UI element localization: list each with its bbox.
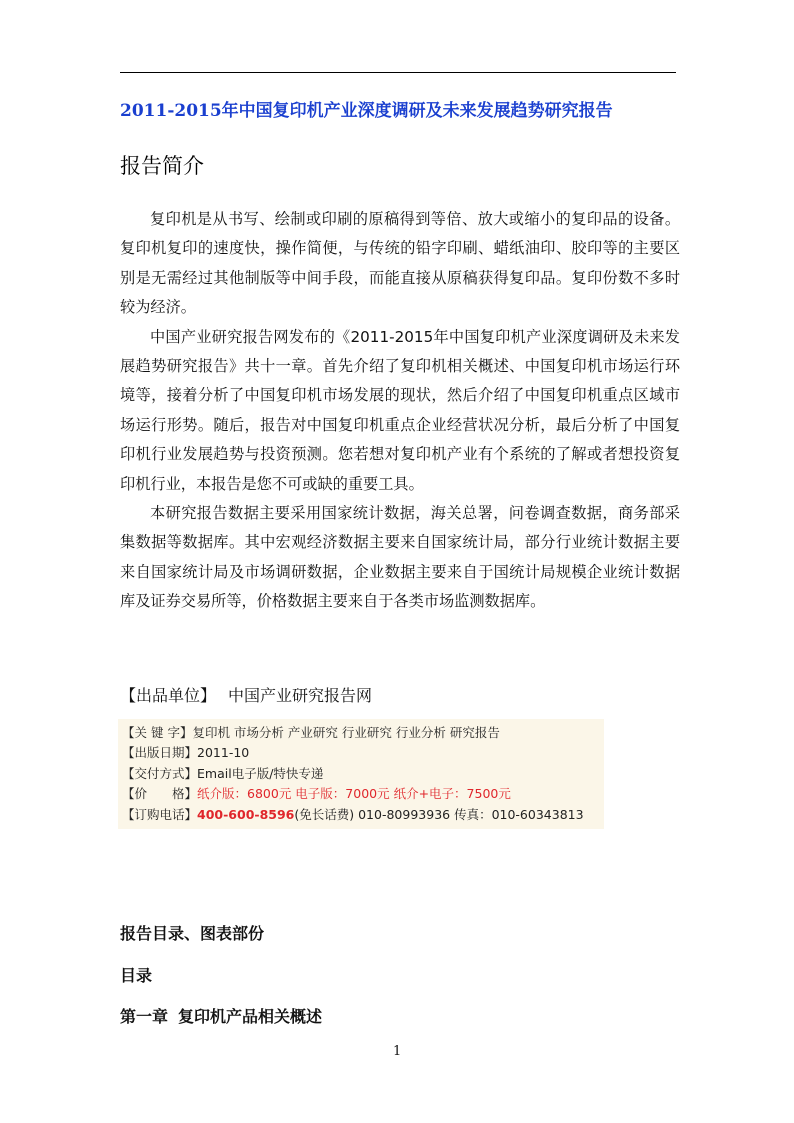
publisher-name: 中国产业研究报告网: [228, 686, 373, 705]
publisher-label: 【出品单位】: [120, 686, 217, 705]
intro-paragraph-2: 中国产业研究报告网发布的《2011-2015年中国复印机产业深度调研及未来发展趋势研究报告》共十一章。首先介绍了复印机相关概述、中国复印机市场运行环境等，接着分析了中国复印机市场发展的现状，然后介绍了中国复印机重点区域市场运行形势。随后，报告对中国复印机重点企业经营状况分析，最后分析了中国复印机行业发展趋势与投资预测。您若想对复印机产业有个系统的了解或者想投资复印机行业，本报告是您不可或缺的重要工具。: [120, 327, 680, 493]
keywords-value: 复印机 市场分析 产业研究 行业研究 行业分析 研究报告: [192, 725, 500, 740]
header-rule: [120, 72, 676, 73]
delivery-label: 【交付方式】: [122, 765, 198, 781]
date-value: 2011-10: [197, 745, 250, 761]
phone-label: 【订购电话】: [122, 806, 198, 822]
contents-heading: 目录: [120, 966, 153, 985]
phone-rest: (免长话费) 010-80993936 传真：010-60343813: [294, 806, 584, 822]
delivery-row: [122, 764, 600, 784]
report-title: 2011-2015年中国复印机产业深度调研及未来发展趋势研究报告: [120, 101, 613, 121]
date-row: [122, 743, 600, 763]
chapter-1-heading: [120, 1004, 322, 1027]
toc-heading: 报告目录、图表部份: [120, 924, 265, 943]
price-row: [122, 784, 600, 804]
page-number: 1: [393, 1044, 402, 1059]
delivery-value: Email电子版/特快专递: [197, 765, 324, 781]
intro-body: [120, 205, 680, 617]
keywords-label: 【关 键 字】: [122, 725, 193, 740]
phone-row: [122, 805, 600, 825]
intro-paragraph-1: 复印机是从书写、绘制或印刷的原稿得到等倍、放大或缩小的复印品的设备。复印机复印的速度快，操作简便，与传统的铅字印刷、蜡纸油印、胶印等的主要区别是无需经过其他制版等中间手段，而能直接从原稿获得复印品。复印份数不多时较为经济。: [120, 210, 680, 317]
publisher-line: [120, 683, 372, 706]
price-label: 【价 格】: [122, 786, 198, 802]
chapter-1-title: 复印机产品相关概述: [178, 1007, 323, 1026]
date-label: 【出版日期】: [122, 745, 198, 761]
chapter-1-number: 第一章: [120, 1007, 169, 1026]
order-info-box: [118, 719, 604, 829]
intro-heading: 报告简介: [120, 154, 204, 178]
price-value: 纸介版：6800元 电子版：7000元 纸介+电子：7500元: [197, 786, 511, 802]
phone-hotline: 400-600-8596: [197, 806, 295, 822]
intro-paragraph-3: 本研究报告数据主要采用国家统计数据，海关总署，问卷调查数据，商务部采集数据等数据库。其中宏观经济数据主要来自国家统计局，部分行业统计数据主要来自国家统计局及市场调研数据，企业数据主要来自于国统计局规模企业统计数据库及证券交易所等，价格数据主要来自于各类市场监测数据库。: [120, 504, 680, 611]
keywords-row: [122, 723, 600, 743]
